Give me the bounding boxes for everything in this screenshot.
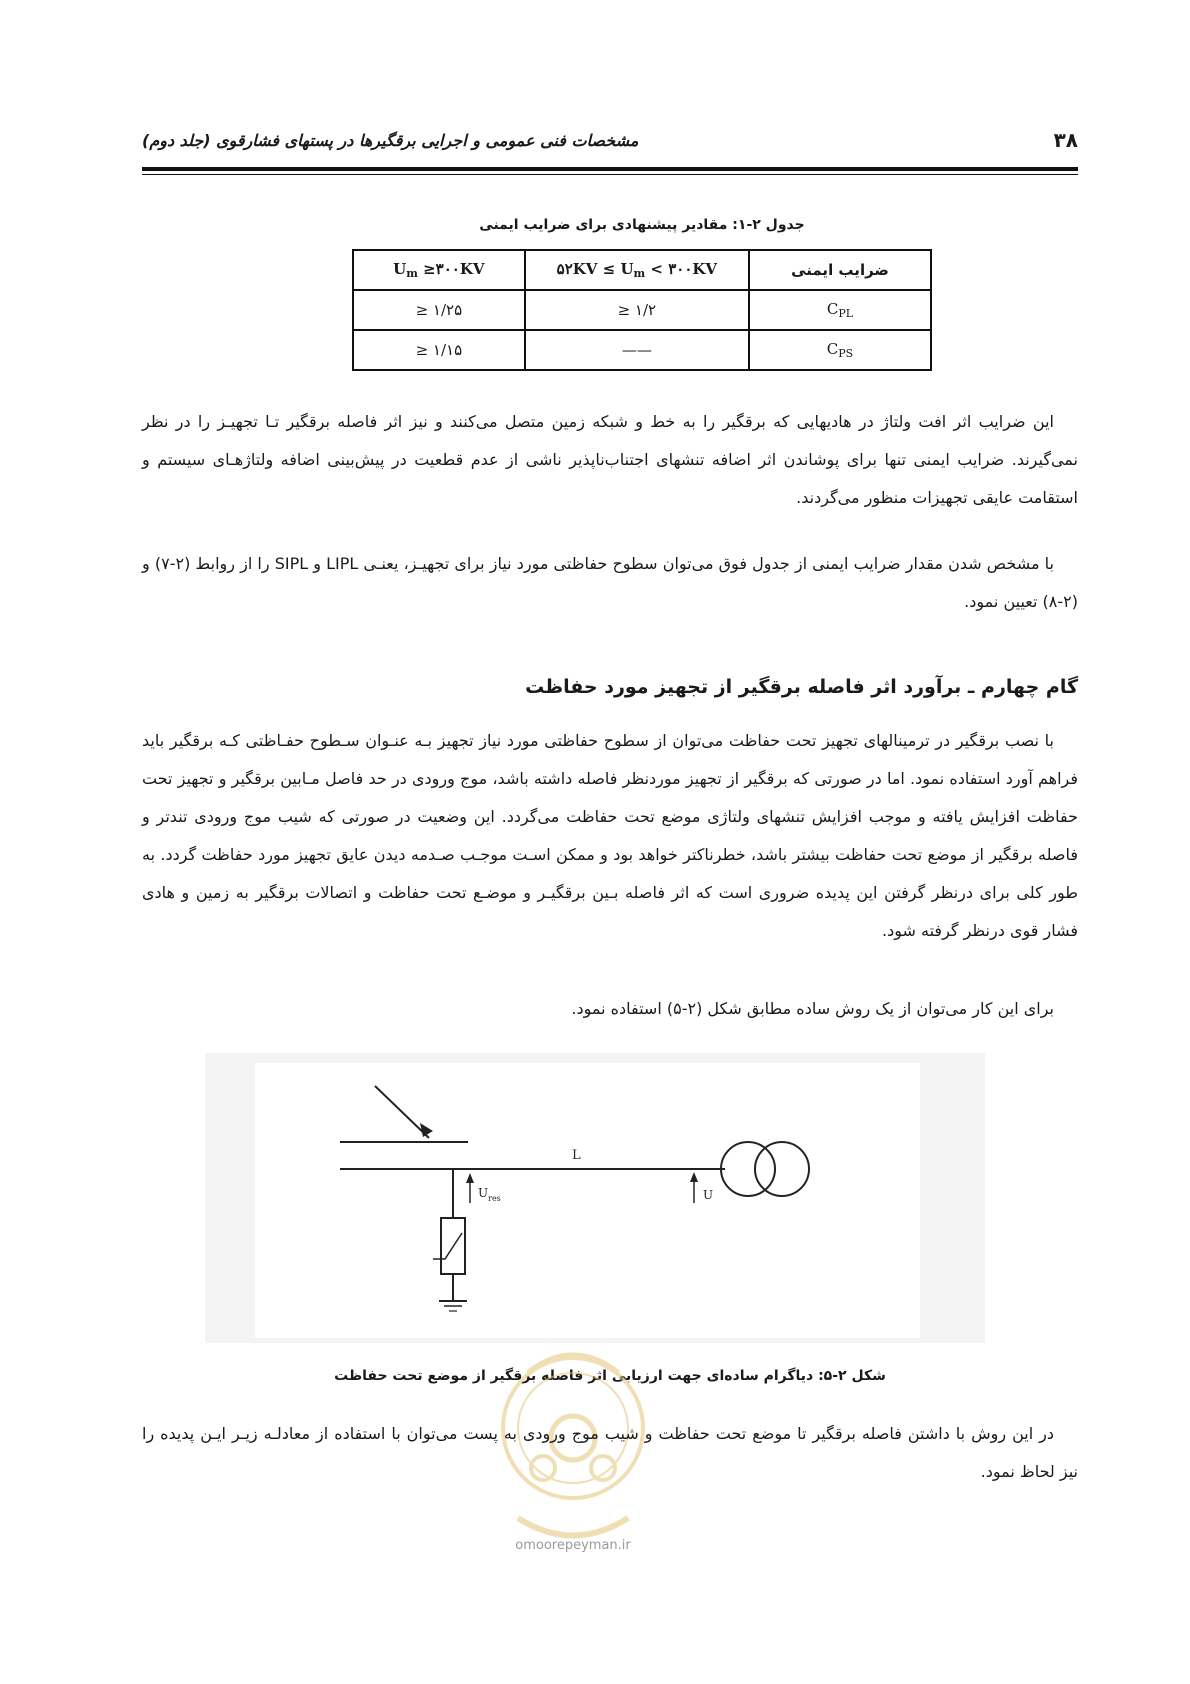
figure-caption: شکل ۲-۵: دیاگرام ساده‌ای جهت ارزیابی اثر فاصله برقگیر از موضع تحت حفاظت — [334, 1368, 886, 1384]
page-header — [142, 128, 1078, 168]
header-rule-thin — [142, 174, 1078, 175]
header-rule-thick — [142, 167, 1078, 171]
section-heading: گام چهارم ـ برآورد اثر فاصله برقگیر از تجهیز مورد حفاظت — [525, 676, 1078, 698]
label-ures: $U_{res}$ — [478, 1186, 501, 1203]
arrester-diagram-figure — [205, 1053, 985, 1343]
paragraph-equation-intro: در این روش با داشتن فاصله برقگیر تا موضع تحت حفاظت و شیب موج ورودی به پست می‌توان با استفاده از معادلـه زیـر ایـن پدیده را نیز لحاظ نمود. — [142, 1424, 1078, 1481]
paragraph-simple-method: برای این کار می‌توان از یک روش ساده مطابق شکل (۲-۵) استفاده نمود. — [571, 999, 1054, 1018]
page-number: ۳۸ — [1053, 128, 1078, 152]
arrester-diagram — [205, 1053, 985, 1343]
cell-cpl-mid: ≥ ۱/۲ — [525, 290, 749, 330]
running-title: مشخصات فنی عمومی و اجرایی برقگیرها در پستهای فشارقوی (جلد دوم) — [142, 131, 639, 150]
safety-factor-table — [352, 249, 932, 371]
table-header-row — [353, 250, 931, 290]
header-safety-factors: ضرایب ایمنی — [749, 250, 931, 290]
table-row — [353, 330, 931, 370]
cell-cpl-high: ≥ ۱/۲۵ — [353, 290, 525, 330]
cell-cps-high: ≥ ۱/۱۵ — [353, 330, 525, 370]
table-caption: جدول ۲-۱: مقادیر پیشنهادی برای ضرایب ایمنی — [479, 217, 805, 233]
label-U: U — [703, 1188, 714, 1202]
cell-cps-label: $C_{PS}$ — [749, 330, 931, 370]
header-um-52-300: ۵۲KV ≤ $U_m$ < ۳۰۰KV — [525, 250, 749, 290]
paragraph-distance-effect: با نصب برقگیر در ترمینالهای تجهیز تحت حفاظت می‌توان از سطوح حفاظتی مورد نیاز تجهیز بـه عنـوان سـطوح حفـاظتی کـه برقگیر باید فراهم آورد استفاده نمود. اما در صورتی که برقگیر از تجهیز موردنظر فاصله داشته باشد، موج ورودی در حد فاصل مـابین برقگیر و تجهیز تحت حفاظت افزایش یافته و موجب افزایش تنشهای ولتاژی موضع تحت حفاظت می‌گردد. این وضعیت در صورتی که شیب موج ورودی تندتر و فاصله برقگیر از موضع تحت حفاظت بیشتر باشد، خطرناکتر خواهد بود و ممکن اسـت موجـب صـدمه دیدن عایق تجهیز مورد حفاظت گردد. به طور کلی برای درنظر گرفتن این پدیده ضروری است که اثر فاصله بـین برقگیـر و موضـع تحت حفاظت و اتصالات برقگیر به زمین و هادی فشار قوی درنظر گرفته شود. — [142, 731, 1078, 940]
cell-cps-mid: —— — [525, 330, 749, 370]
cell-cpl-label: $C_{PL}$ — [749, 290, 931, 330]
paragraph-protection-levels: با مشخص شدن مقدار ضرایب ایمنی از جدول فوق می‌توان سطوح حفاظتی مورد نیاز برای تجهیـز، یعنـی LIPL و SIPL را از روابط (۲-۷) و (۲-۸) تعیین نمود. — [142, 554, 1078, 611]
watermark-url: omoorepeyman.ir — [515, 1538, 631, 1553]
header-um-above-300: $U_m$ ≥۳۰۰KV — [353, 250, 525, 290]
table-row — [353, 290, 931, 330]
label-L: L — [572, 1148, 581, 1163]
paragraph-safety-factors: این ضرایب اثر افت ولتاژ در هادیهایی که برقگیر را به خط و شبکه زمین متصل می‌کنند و نیز اثر فاصله برقگیر تـا تجهیـز را در نظر نمی‌گیرند. ضرایب ایمنی تنها برای پوشاندن اثر اضافه تنشهای اجتناب‌ناپذیر ناشی از عدم قطعیت در پیش‌بینی اضافه ولتاژهـای سیستم و استقامت عایقی تجهیزات منظور می‌گردند. — [142, 412, 1078, 507]
